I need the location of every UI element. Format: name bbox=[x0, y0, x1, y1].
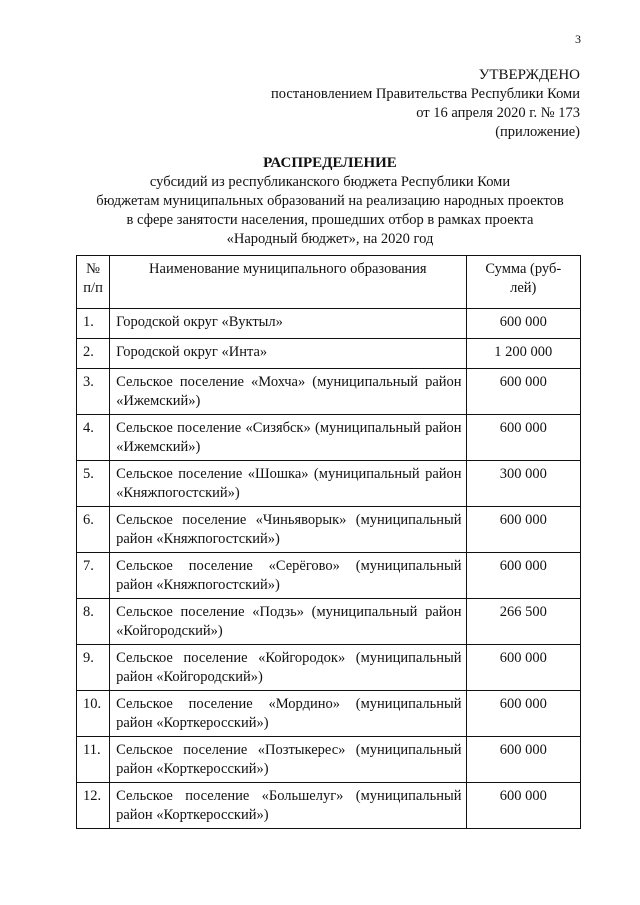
row-sum: 600 000 bbox=[466, 415, 580, 461]
row-sum: 300 000 bbox=[466, 461, 580, 507]
table-row bbox=[77, 415, 581, 461]
header-sum-line-1: Сумма (руб- bbox=[485, 261, 562, 277]
header-name: Наименование муниципального образования bbox=[110, 256, 466, 309]
table-row bbox=[77, 507, 581, 553]
row-sum: 600 000 bbox=[466, 553, 580, 599]
approval-line-3: (приложение) bbox=[495, 124, 580, 140]
row-sum: 600 000 bbox=[466, 369, 580, 415]
page-number: 3 bbox=[575, 32, 581, 46]
row-sum: 1 200 000 bbox=[466, 339, 580, 369]
row-name: Сельское поселение «Шошка» (муниципальный район «Княжпогостский») bbox=[110, 461, 466, 507]
distribution-table bbox=[76, 255, 581, 829]
heading-line-3: в сфере занятости населения, прошедших отбор в рамках проекта bbox=[126, 212, 534, 228]
approval-line-2: от 16 апреля 2020 г. № 173 bbox=[416, 105, 580, 121]
document-title: РАСПРЕДЕЛЕНИЕ bbox=[263, 155, 397, 171]
row-name: Городской округ «Инта» bbox=[110, 339, 466, 369]
row-number: 8. bbox=[77, 599, 110, 645]
row-name: Сельское поселение «Подзь» (муниципальный район «Койгородский») bbox=[110, 599, 466, 645]
table-row bbox=[77, 461, 581, 507]
row-name: Сельское поселение «Сизябск» (муниципальный район «Ижемский») bbox=[110, 415, 466, 461]
row-name: Сельское поселение «Большелуг» (муниципальный район «Корткеросский») bbox=[110, 783, 466, 829]
row-number: 5. bbox=[77, 461, 110, 507]
table-row bbox=[77, 339, 581, 369]
heading-line-4: «Народный бюджет», на 2020 год bbox=[226, 231, 434, 247]
table-row bbox=[77, 309, 581, 339]
header-sum-line-2: лей) bbox=[510, 280, 537, 296]
approval-block bbox=[271, 66, 580, 142]
heading-line-2: бюджетам муниципальных образований на реализацию народных проектов bbox=[96, 193, 564, 209]
header-number-line-1: № bbox=[86, 261, 100, 277]
header-number-line-2: п/п bbox=[83, 280, 103, 296]
row-name: Городской округ «Вуктыл» bbox=[110, 309, 466, 339]
row-number: 2. bbox=[77, 339, 110, 369]
row-number: 7. bbox=[77, 553, 110, 599]
header-sum bbox=[466, 256, 580, 309]
table-row bbox=[77, 599, 581, 645]
row-sum: 600 000 bbox=[466, 507, 580, 553]
row-sum: 600 000 bbox=[466, 783, 580, 829]
table-row bbox=[77, 645, 581, 691]
row-name: Сельское поселение «Койгородок» (муниципальный район «Койгородский») bbox=[110, 645, 466, 691]
row-number: 9. bbox=[77, 645, 110, 691]
row-name: Сельское поселение «Мохча» (муниципальный район «Ижемский») bbox=[110, 369, 466, 415]
row-name: Сельское поселение «Мордино» (муниципальный район «Корткеросский») bbox=[110, 691, 466, 737]
document-heading bbox=[60, 154, 600, 249]
row-name: Сельское поселение «Позтыкерес» (муниципальный район «Корткеросский») bbox=[110, 737, 466, 783]
approval-title: УТВЕРЖДЕНО bbox=[478, 67, 580, 83]
row-sum: 600 000 bbox=[466, 691, 580, 737]
row-number: 1. bbox=[77, 309, 110, 339]
row-sum: 600 000 bbox=[466, 309, 580, 339]
row-name: Сельское поселение «Серёгово» (муниципальный район «Княжпогостский») bbox=[110, 553, 466, 599]
approval-line-1: постановлением Правительства Республики Коми bbox=[271, 86, 580, 102]
row-sum: 600 000 bbox=[466, 645, 580, 691]
row-number: 4. bbox=[77, 415, 110, 461]
heading-line-1: субсидий из республиканского бюджета Республики Коми bbox=[149, 174, 511, 190]
table-row bbox=[77, 783, 581, 829]
table-row bbox=[77, 369, 581, 415]
table-row bbox=[77, 737, 581, 783]
row-number: 3. bbox=[77, 369, 110, 415]
row-name: Сельское поселение «Чиньяворык» (муниципальный район «Княжпогостский») bbox=[110, 507, 466, 553]
header-number bbox=[77, 256, 110, 309]
table-row bbox=[77, 553, 581, 599]
row-sum: 600 000 bbox=[466, 737, 580, 783]
table-header-row bbox=[77, 256, 581, 309]
table-row bbox=[77, 691, 581, 737]
row-number: 12. bbox=[77, 783, 110, 829]
row-sum: 266 500 bbox=[466, 599, 580, 645]
row-number: 10. bbox=[77, 691, 110, 737]
row-number: 11. bbox=[77, 737, 110, 783]
row-number: 6. bbox=[77, 507, 110, 553]
